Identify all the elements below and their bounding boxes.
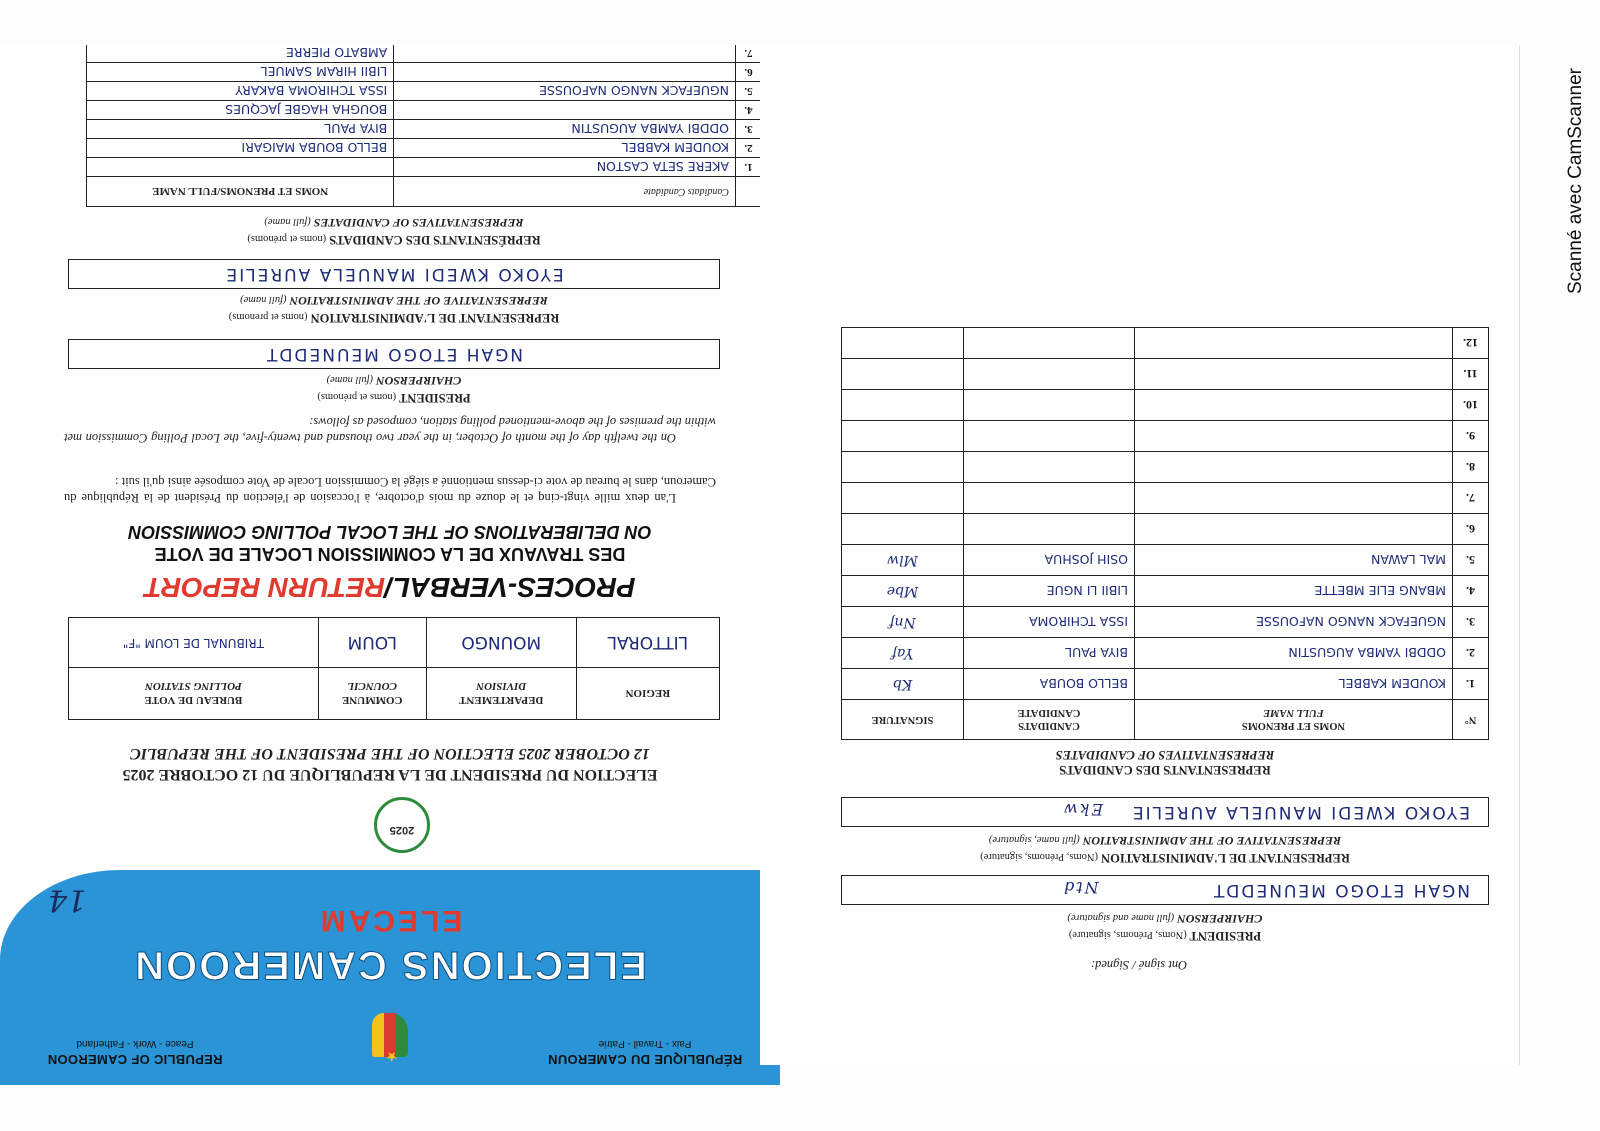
candidate-name[interactable] [964, 421, 1135, 452]
representative-name[interactable]: NGUEFACK NANGO NAFOUSSE [394, 82, 736, 101]
org-title: ELECTIONS CAMEROON [133, 943, 647, 987]
signature-cell[interactable]: Nnf [842, 607, 964, 638]
signed-president-field[interactable] [841, 875, 1489, 905]
polling-station-value: TRIBUNAL DE LOUM "F" [69, 618, 319, 668]
right-page [760, 45, 1520, 1065]
table-row [87, 101, 762, 120]
candidate-name[interactable] [964, 514, 1135, 545]
candidate-name[interactable]: LIBII HIRAM SAMUEL [87, 63, 394, 82]
candidate-name[interactable]: OSIH JOSHUA [964, 545, 1135, 576]
candidate-name[interactable]: BELLO BOUBA MAIGARI [87, 139, 394, 158]
row-number: 8. [1453, 452, 1489, 483]
motto-fr: Paix - Travail - Patrie [598, 1038, 692, 1049]
president-signature: Ntd [1062, 878, 1099, 897]
header-division: DEPARTEMENT DIVISION [426, 668, 576, 720]
president-title: PRESIDENT [399, 391, 471, 405]
representative-name[interactable] [1134, 514, 1452, 545]
president-name-field[interactable]: NGAH ETOGO MEUNEDDT [68, 339, 720, 369]
org-acronym: ELECAM [317, 904, 463, 937]
cand-reps-title-en: REPRESENTATIVES OF CANDIDATES [313, 216, 524, 230]
signed-admin-name: EYOKO KWEDI MANUELA AURELIE [1130, 802, 1470, 822]
signed-chairperson-title: CHAIRPERSON [1177, 912, 1263, 926]
table-row [842, 328, 1489, 359]
table-row [842, 483, 1489, 514]
division-value: MOUNGO [426, 618, 576, 668]
row-number: 5. [736, 82, 762, 101]
signature-cell[interactable] [842, 483, 964, 514]
row-number: 6. [736, 63, 762, 82]
candidate-name[interactable]: ISSA TCHIROMA BAKARY [87, 82, 394, 101]
candidate-header: CANDIDATS CANDIDATE [964, 700, 1135, 740]
country-name-fr: RÉPUBLIQUE DU CAMEROUN [547, 1052, 743, 1067]
signature-cell[interactable]: Mlw [842, 545, 964, 576]
election-title-fr: ELECTION DU PRESIDENT DE LA REPUBLIQUE DU 12 OCTOBRE 2025 [122, 766, 658, 783]
region-value: LITTORAL [576, 618, 719, 668]
signature-cell[interactable] [842, 390, 964, 421]
representative-name[interactable]: KOUDEM KABBEL [394, 139, 736, 158]
table-row [842, 669, 1489, 700]
table-row [842, 452, 1489, 483]
row-number: 1. [736, 158, 762, 177]
report-title-fr: PROCES-VERBAL/ [385, 572, 636, 603]
report-subtitle-fr: DES TRAVAUX DE LA COMMISSION LOCALE DE VOTE [154, 544, 626, 564]
signature-cell[interactable] [842, 359, 964, 390]
table-row [87, 120, 762, 139]
table-row [87, 139, 762, 158]
signed-admin-field[interactable] [841, 797, 1489, 827]
candidate-name[interactable]: BIYA PAUL [87, 120, 394, 139]
header-council: COMMUNE COUNCIL [318, 668, 426, 720]
table-row [842, 514, 1489, 545]
name-column-header: NOMS ET PRENOMS/FULL NAME [87, 177, 394, 207]
signed-president-name: NGAH ETOGO MEUNEDDT [1211, 880, 1470, 900]
intro-paragraph-en: On the twelfth day of the month of October, in the year two thousand and twenty-five, the Local Polling Commission met within the premises of the above-mentioned polling station, composed as follows: [64, 415, 716, 445]
signed-admin-title: REPRESENTANT DE L'ADMINISTRATION [1101, 851, 1350, 865]
table-row [87, 45, 762, 63]
table-row [87, 63, 762, 82]
candidate-column-header: Candidats Candidate [394, 177, 736, 207]
candidate-name[interactable] [964, 328, 1135, 359]
president-section: PRESIDENT (noms et prénoms) CHAIRPERSON (full name) NGAH ETOGO MEUNEDDT [68, 339, 720, 405]
row-number: 7. [736, 45, 762, 63]
candidate-name[interactable] [87, 158, 394, 177]
representative-name[interactable]: NGUEFACK NANGO NAFOUSSE [1134, 607, 1452, 638]
row-number: 4. [1453, 576, 1489, 607]
signed-cands-title-fr: REPRESENTANTS DES CANDIDATS [1059, 763, 1271, 777]
report-subtitle-en: ON DELIBERATIONS OF THE LOCAL POLLING COMMISSION [128, 522, 652, 542]
signature-cell[interactable] [842, 421, 964, 452]
row-number: 2. [1453, 638, 1489, 669]
candidate-reps-heading: REPRÉSENTANTS DES CANDIDATS (noms et prénoms) REPRESENTATIVES OF CANDIDATES (full name) [247, 216, 541, 247]
motto-en: Peace - Work - Fatherland [76, 1038, 194, 1049]
signature-cell[interactable] [842, 514, 964, 545]
representative-name[interactable]: ODDBI YAMBA AUGUSTIN [1134, 638, 1452, 669]
row-number: 10. [1453, 390, 1489, 421]
row-number: 2. [736, 139, 762, 158]
full-name-header: NOMS ET PRENOMS FULL NAME [1134, 700, 1452, 740]
country-name-en: REPUBLIC OF CAMEROON [47, 1052, 223, 1067]
representative-name[interactable] [1134, 390, 1452, 421]
elecam-header-band [0, 870, 780, 1085]
chairperson-title: CHAIRPERSON [376, 374, 462, 388]
signed-cands-title-en: REPRESENTATIVES OF CANDIDATES [1055, 748, 1275, 762]
table-row [87, 82, 762, 101]
representative-name[interactable]: AKERE SETA CASTON [394, 158, 736, 177]
table-row [842, 576, 1489, 607]
intro-paragraph-fr: L'an deux mille vingt-cinq et le douze du mois d'octobre, à l'occasion de l'élection du Président de la République du Cameroun, dans le bureau de vote ci-dessus mentionné a siégé la Commission Locale de Vote composée ainsi qu'il suit : [64, 475, 716, 505]
handwritten-reference: 14 [48, 882, 87, 917]
signed-admin-section: REPRESENTANT DE L'ADMINISTRATION (Noms, Prénoms, signature) REPRESENTATIVE OF THE ADMINISTRATION (full name, signature) EYOKO KWEDI MANUELA AURELIE Ekw [841, 797, 1489, 865]
table-row [842, 607, 1489, 638]
representative-name[interactable] [394, 101, 736, 120]
signed-cands-title [841, 747, 1489, 777]
signature-cell[interactable]: Kb [842, 669, 964, 700]
table-row [842, 359, 1489, 390]
table-row [87, 158, 762, 177]
representative-name[interactable] [1134, 421, 1452, 452]
representative-name[interactable] [1134, 359, 1452, 390]
council-value: LOUM [318, 618, 426, 668]
table-row [842, 421, 1489, 452]
row-number: 5. [1453, 545, 1489, 576]
candidate-name[interactable] [964, 359, 1135, 390]
row-number: 12. [1453, 328, 1489, 359]
candidate-name[interactable] [964, 452, 1135, 483]
report-subtitle [20, 521, 760, 565]
signature-cell[interactable] [842, 452, 964, 483]
candidate-name[interactable]: LIBII LI NGUE [964, 576, 1135, 607]
candidate-name[interactable]: BOUGHA HAGBE JACQUES [87, 101, 394, 120]
election-title-en: 12 OCTOBER 2025 ELECTION OF THE PRESIDENT OF THE REPUBLIC [130, 745, 650, 762]
table-row [842, 638, 1489, 669]
admin-title: REPRESENTANT DE L'ADMINISTRATION [310, 311, 560, 325]
blank-header [736, 177, 762, 207]
representative-name[interactable]: KOUDEM KABBEL [1134, 669, 1452, 700]
row-number: 6. [1453, 514, 1489, 545]
country-block-en [10, 1038, 260, 1067]
candidate-name[interactable] [964, 390, 1135, 421]
signed-president-section: PRESIDENT (Noms, Prénoms, signature) CHAIRPERSON (full name and signature) NGAH ETOGO MEUNEDDT Ntd [841, 875, 1489, 943]
cand-reps-title: REPRÉSENTANTS DES CANDIDATS [329, 233, 541, 247]
candidate-name[interactable] [964, 483, 1135, 514]
row-number: 9. [1453, 421, 1489, 452]
table-row [842, 390, 1489, 421]
signed-label: Ont signé / Signed: [1090, 958, 1188, 972]
representative-name[interactable]: MAL LAWAN [1134, 545, 1452, 576]
signature-cell[interactable] [842, 328, 964, 359]
signature-cell[interactable]: Yaf [842, 638, 964, 669]
report-title [20, 571, 760, 603]
election-title [40, 743, 740, 785]
candidate-name[interactable]: BIYA PAUL [964, 638, 1135, 669]
representative-name[interactable]: ODDBI YAMBA AUGUSTIN [394, 120, 736, 139]
row-number: 11. [1453, 359, 1489, 390]
representative-name[interactable]: MBANG ELIE MBETTE [1134, 576, 1452, 607]
representative-name[interactable] [1134, 328, 1452, 359]
row-number: 3. [736, 120, 762, 139]
admin-signature: Ekw [1062, 800, 1104, 819]
signed-admin-title-en: REPRESENTATIVE OF THE ADMINISTRATION [1082, 834, 1342, 848]
representative-name[interactable] [394, 45, 736, 63]
table-row [842, 545, 1489, 576]
candidate-name[interactable]: BELLO BOUBA [964, 669, 1135, 700]
location-table [68, 617, 720, 720]
camscanner-watermark: Scanné avec CamScanner [1565, 68, 1586, 295]
country-block-fr [520, 1038, 770, 1067]
header-polling-station: BUREAU DE VOTE POLLING STATION [69, 668, 319, 720]
candidate-name[interactable]: ISSA TCHIROMA [964, 607, 1135, 638]
signed-president-title: PRESIDENT [1189, 929, 1262, 943]
candidate-reps-table [86, 45, 762, 207]
election-seal-icon: 2025 [374, 797, 430, 853]
coat-of-arms-icon: ★ [358, 1003, 422, 1067]
row-number: 3. [1453, 607, 1489, 638]
representative-name[interactable] [394, 63, 736, 82]
header-region: REGION [576, 668, 719, 720]
signature-table [841, 327, 1489, 740]
row-number: 1. [1453, 669, 1489, 700]
row-number: 4. [736, 101, 762, 120]
signature-cell[interactable]: Mbe [842, 576, 964, 607]
representative-name[interactable] [1134, 452, 1452, 483]
left-page [0, 45, 780, 1085]
representative-name[interactable] [1134, 483, 1452, 514]
row-number: 7. [1453, 483, 1489, 514]
admin-title-en: REPRESENTATIVE OF THE ADMINISTRATION [289, 294, 548, 308]
report-title-en: RETURN REPORT [144, 572, 386, 603]
num-header: N° [1453, 700, 1489, 740]
admin-representative-section: REPRESENTANT DE L'ADMINISTRATION (noms et prenoms) REPRESENTATIVE OF THE ADMINISTRATION (full name) EYOKO KWEDI MANUELA AURELIE [68, 259, 720, 325]
signature-header: SIGNATURE [842, 700, 964, 740]
admin-name-field[interactable]: EYOKO KWEDI MANUELA AURELIE [68, 259, 720, 289]
candidate-name[interactable]: AMBATO PIERRE [87, 45, 394, 63]
